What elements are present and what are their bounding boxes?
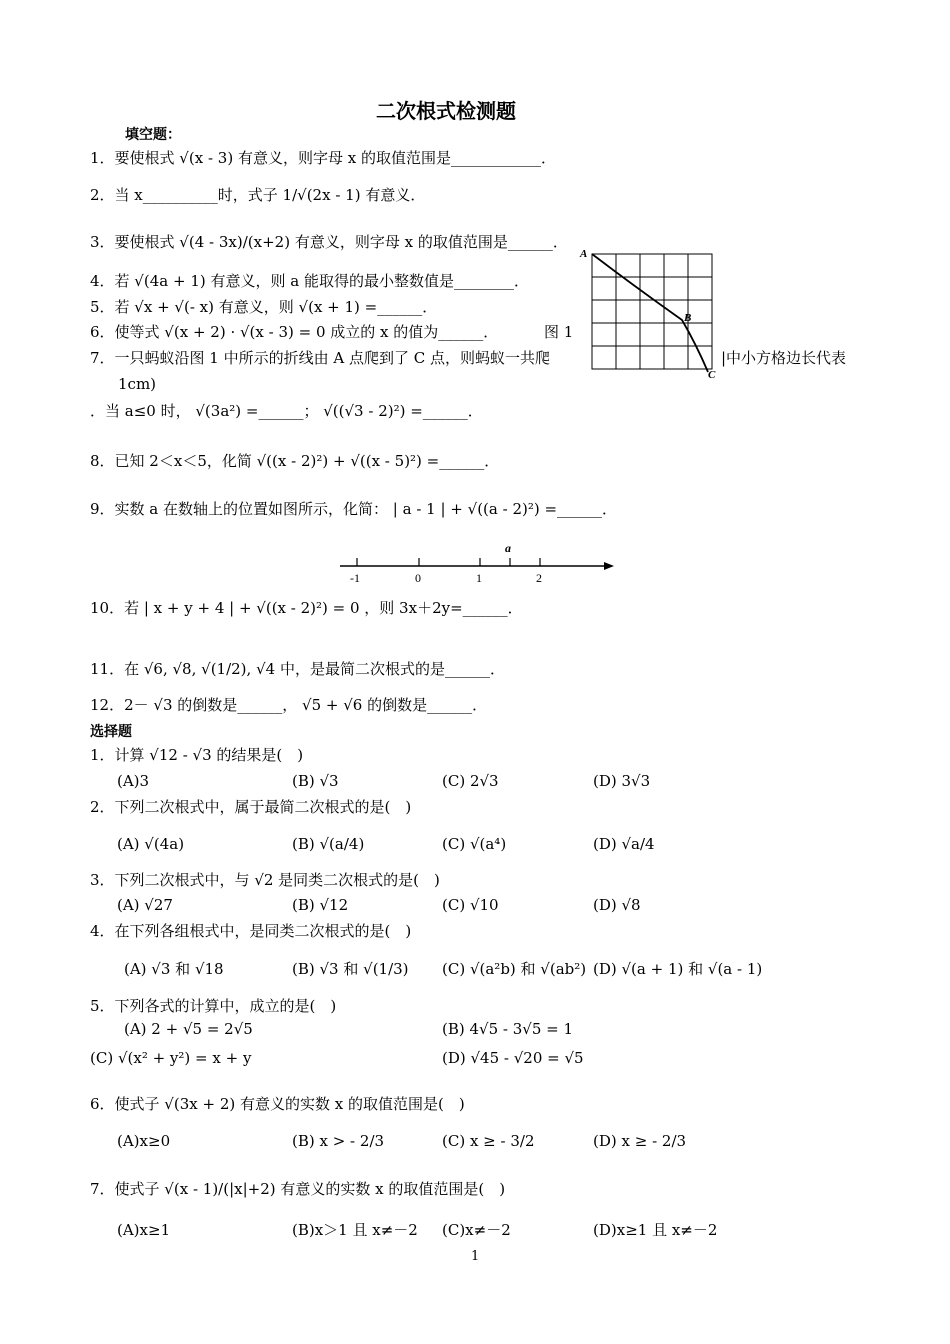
- figure-1-label-b: B: [684, 312, 692, 324]
- choice-1-option-b: (B) √3: [292, 772, 339, 790]
- choice-section-heading: 选择题: [90, 724, 132, 740]
- choice-2-option-b: (B) √(a/4): [292, 835, 365, 853]
- fill-question-a-le-0: ．当 a≤0 时， √(3a²) =______； √((√3 - 2)²) =______．: [90, 402, 483, 420]
- choice-7-option-c: (C)x≠－2: [442, 1221, 511, 1239]
- fill-question-7-cont: 1cm): [118, 375, 157, 393]
- figure-1-label-c: C: [708, 369, 716, 381]
- choice-4-option-c: (C) √(a²b) 和 √(ab²): [442, 960, 587, 978]
- choice-question-6: 6．使式子 √(3x + 2) 有意义的实数 x 的取值范围是( ): [90, 1095, 465, 1113]
- fill-question-1: 1．要使根式 √(x - 3) 有意义，则字母 x 的取值范围是____________．: [90, 149, 556, 167]
- choice-question-2: 2．下列二次根式中，属于最简二次根式的是( ): [90, 798, 412, 816]
- fill-question-9: 9．实数 a 在数轴上的位置如图所示，化简： | a - 1 | + √((a - 2)²) =______．: [90, 500, 618, 518]
- fill-question-7: 7．一只蚂蚁沿图 1 中所示的折线由 A 点爬到了 C 点，则蚂蚁一共爬: [90, 349, 551, 367]
- choice-question-7: 7．使式子 √(x - 1)/(|x|+2) 有意义的实数 x 的取值范围是( ): [90, 1180, 506, 1198]
- choice-1-option-c: (C) 2√3: [442, 772, 499, 790]
- choice-4-option-d: (D) √(a + 1) 和 √(a - 1): [593, 960, 763, 978]
- choice-1-option-a: (A)3: [117, 772, 150, 790]
- choice-7-option-b: (B)x＞1 且 x≠－2: [292, 1221, 418, 1239]
- choice-2-option-d: (D) √a/4: [593, 835, 655, 853]
- number-line-point-a: a: [505, 541, 511, 555]
- fill-question-4: 4．若 √(4a + 1) 有意义，则 a 能取得的最小整数值是________．: [90, 272, 529, 290]
- figure-1-caption: 图 1: [544, 323, 574, 341]
- fill-question-8: 8．已知 2＜x＜5，化简 √((x - 2)²) + √((x - 5)²) =______．: [90, 452, 500, 470]
- choice-3-option-a: (A) √27: [117, 896, 173, 914]
- choice-6-option-c: (C) x ≥ - 3/2: [442, 1132, 535, 1150]
- fill-question-10: 10．若 | x + y + 4 | + √((x - 2)²) = 0 ，则 3x＋2y=______．: [90, 599, 523, 617]
- number-line-tick-minus-1: -1: [350, 571, 360, 585]
- choice-3-option-c: (C) √10: [442, 896, 499, 914]
- choice-3-option-b: (B) √12: [292, 896, 349, 914]
- choice-5-option-b: (B) 4√5 - 3√5 = 1: [442, 1020, 574, 1038]
- figure-1-label-a: A: [580, 248, 588, 260]
- choice-7-option-a: (A)x≥1: [117, 1221, 171, 1239]
- choice-3-option-d: (D) √8: [593, 896, 641, 914]
- fill-question-5: 5．若 √x + √(- x) 有意义，则 √(x + 1) =______．: [90, 298, 438, 316]
- number-line-tick-2: 2: [536, 571, 542, 585]
- page-number: 1: [471, 1249, 480, 1264]
- number-line-tick-1: 1: [476, 571, 482, 585]
- choice-question-3: 3．下列二次根式中，与 √2 是同类二次根式的是( ): [90, 871, 440, 889]
- choice-question-1: 1．计算 √12 - √3 的结果是( ): [90, 746, 304, 764]
- choice-question-4: 4．在下列各组根式中，是同类二次根式的是( ): [90, 922, 412, 940]
- fill-section-heading: 填空题：: [125, 127, 181, 143]
- choice-question-5: 5．下列各式的计算中，成立的是( ): [90, 997, 337, 1015]
- choice-5-option-a: (A) 2 + √5 = 2√5: [124, 1020, 253, 1038]
- fill-question-3: 3．要使根式 √(4 - 3x)/(x+2) 有意义，则字母 x 的取值范围是______．: [90, 233, 568, 251]
- choice-5-option-c: (C) √(x² + y²) = x + y: [90, 1049, 252, 1067]
- choice-4-option-b: (B) √3 和 √(1/3): [292, 960, 409, 978]
- fill-question-2: 2．当 x__________时，式子 1/√(2x - 1) 有意义．: [90, 186, 426, 204]
- number-line-tick-0: 0: [415, 571, 421, 585]
- choice-1-option-d: (D) 3√3: [593, 772, 651, 790]
- choice-2-option-a: (A) √(4a): [117, 835, 185, 853]
- page-title: 二次根式检测题: [376, 99, 516, 123]
- choice-7-option-d: (D)x≥1 且 x≠－2: [593, 1221, 718, 1239]
- figure-1-grid: [578, 244, 728, 384]
- choice-2-option-c: (C) √(a⁴): [442, 835, 507, 853]
- fill-question-6: 6．使等式 √(x + 2) · √(x - 3) = 0 成立的 x 的值为______．: [90, 323, 499, 341]
- choice-4-option-a: (A) √3 和 √18: [124, 960, 224, 978]
- fill-question-12: 12．2－ √3 的倒数是______， √5 + √6 的倒数是______．: [90, 696, 488, 714]
- fill-question-11: 11．在 √6, √8, √(1/2), √4 中，是最简二次根式的是______．: [90, 660, 505, 678]
- number-line: [332, 538, 622, 588]
- choice-6-option-b: (B) x > - 2/3: [292, 1132, 385, 1150]
- fill-question-7-tail: |中小方格边长代表: [721, 349, 847, 367]
- choice-6-option-a: (A)x≥0: [117, 1132, 171, 1150]
- choice-6-option-d: (D) x ≥ - 2/3: [593, 1132, 687, 1150]
- choice-5-option-d: (D) √45 - √20 = √5: [442, 1049, 584, 1067]
